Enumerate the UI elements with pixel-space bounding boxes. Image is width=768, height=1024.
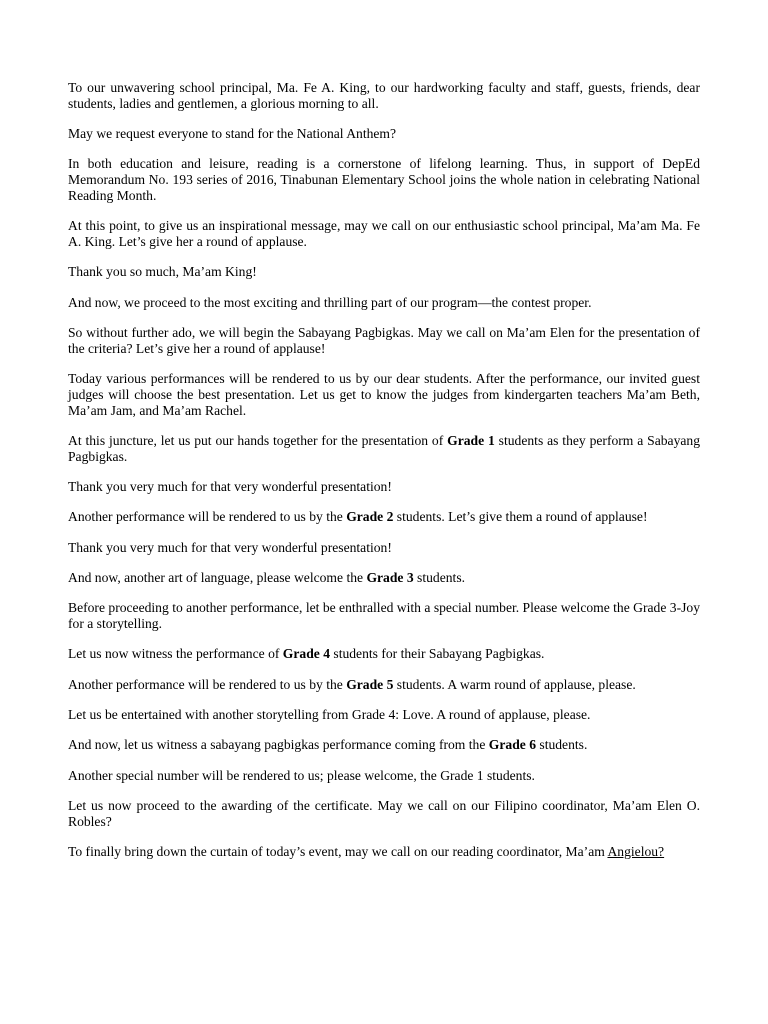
bold-text: Grade 6 (488, 737, 536, 753)
paragraph-text: At this juncture, let us put our hands together for the presentation of (68, 432, 448, 448)
document-body (68, 80, 700, 860)
paragraph-text: Thank you so much, Ma’am King! (68, 264, 257, 280)
paragraph-text: Another performance will be rendered to us by the (68, 676, 347, 692)
paragraph-text: To our unwavering school principal, Ma. Fe A. King, to our hardworking faculty and staff, guests, friends, dear students, ladies and gentlemen, a glorious morning to all. (68, 80, 700, 111)
paragraph-text: And now, let us witness a sabayang pagbigkas performance coming from the (68, 737, 489, 753)
paragraph-text: May we request everyone to stand for the National Anthem? (68, 126, 397, 142)
paragraph (68, 570, 700, 586)
paragraph (68, 295, 700, 311)
paragraph (68, 600, 700, 632)
paragraph-text: Let us now witness the performance of (68, 646, 283, 662)
paragraph (68, 371, 700, 418)
paragraph (68, 264, 700, 280)
paragraph-text: Thank you very much for that very wonderful presentation! (68, 479, 392, 495)
bold-text: Grade 5 (346, 676, 394, 692)
paragraph-text: students. A warm round of applause, please. (393, 676, 636, 692)
paragraph-text: And now, we proceed to the most exciting and thrilling part of our program—the contest proper. (68, 294, 592, 310)
underlined-text: Angielou? (607, 843, 665, 859)
paragraph-text: To finally bring down the curtain of today’s event, may we call on our reading coordinator, Ma’am (68, 843, 608, 859)
paragraph-text: Before proceeding to another performance, let be enthralled with a special number. Please welcome the Grade 3-Joy for a storytelling. (68, 600, 700, 632)
paragraph (68, 433, 700, 465)
paragraph (68, 844, 700, 860)
paragraph (68, 798, 700, 830)
paragraph-text: students for their Sabayang Pagbigkas. (330, 646, 545, 662)
paragraph-text: students. (536, 737, 588, 753)
paragraph (68, 156, 700, 203)
paragraph (68, 540, 700, 556)
paragraph (68, 646, 700, 662)
paragraph-text: students. Let’s give them a round of applause! (393, 509, 648, 525)
paragraph-text: Another performance will be rendered to us by the (68, 509, 347, 525)
paragraph (68, 768, 700, 784)
paragraph (68, 677, 700, 693)
bold-text: Grade 4 (282, 646, 330, 662)
paragraph-text: students. (413, 569, 466, 585)
paragraph-text: students as they perform a Sabayang Pagbigkas. (68, 432, 700, 464)
paragraph (68, 325, 700, 357)
paragraph-text: Today various performances will be rendered to us by our dear students. After the performance, our invited guest judges will choose the best presentation. Let us get to know the judges from kindergarten teachers Ma’am Beth, Ma’am Jam, and Ma’am Rachel. (68, 371, 700, 418)
paragraph-text: And now, another art of language, please welcome the (68, 569, 367, 585)
paragraph-text: Let us now proceed to the awarding of the certificate. May we call on our Filipino coordinator, Ma’am Elen O. Robles? (68, 797, 700, 829)
bold-text: Grade 2 (346, 509, 394, 525)
paragraph-text: So without further ado, we will begin the Sabayang Pagbigkas. May we call on Ma’am Elen for the presentation of the criteria? Let’s give her a round of applause! (68, 324, 700, 356)
paragraph (68, 218, 700, 250)
bold-text: Grade 1 (447, 432, 495, 448)
paragraph-text: Let us be entertained with another storytelling from Grade 4: Love. A round of applause, please. (68, 706, 591, 722)
paragraph (68, 479, 700, 495)
paragraph (68, 80, 700, 112)
paragraph (68, 509, 700, 525)
paragraph-text: In both education and leisure, reading is a cornerstone of lifelong learning. Thus, in support of DepEd Memorandum No. 193 series of 2016, Tinabunan Elementary School joins the whole nation in celebrating National Reading Month. (68, 156, 700, 203)
paragraph (68, 126, 700, 142)
paragraph-text: Thank you very much for that very wonderful presentation! (68, 539, 392, 555)
paragraph (68, 707, 700, 723)
bold-text: Grade 3 (366, 569, 414, 585)
paragraph-text: Another special number will be rendered to us; please welcome, the Grade 1 students. (68, 767, 535, 783)
paragraph-text: At this point, to give us an inspirational message, may we call on our enthusiastic school principal, Ma’am Ma. Fe A. King. Let’s give her a round of applause. (68, 218, 700, 250)
paragraph (68, 737, 700, 753)
